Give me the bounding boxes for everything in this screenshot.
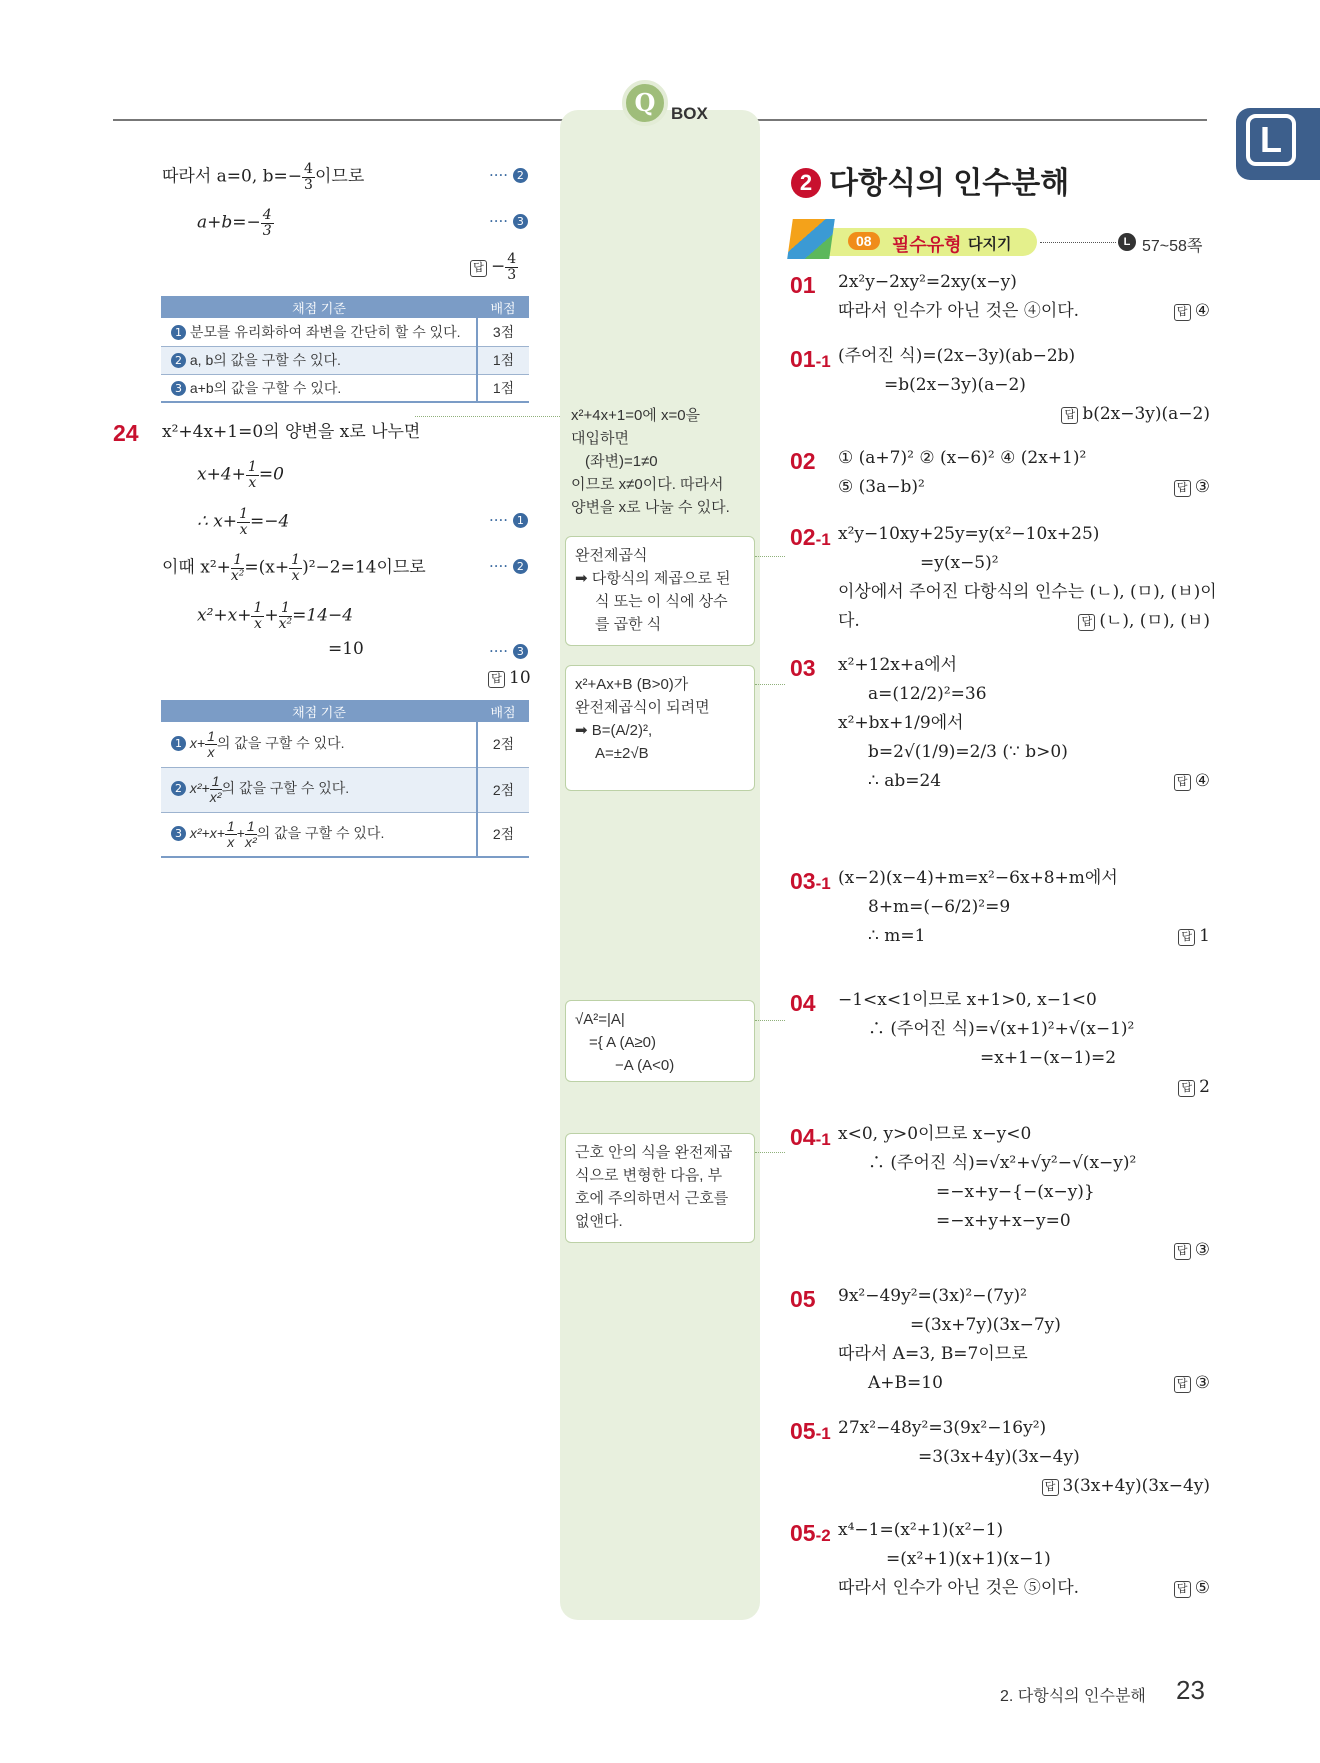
type-subtitle: 다지기	[968, 236, 1012, 253]
answer: 답 ④	[1174, 303, 1210, 321]
fraction: $\frac{1}{x}$	[226, 818, 235, 850]
answer-icon: 답	[1178, 929, 1195, 946]
answer: 답 2	[1178, 1079, 1210, 1097]
note-perfect-square: 완전제곱식 ➡ 다항식의 제곱으로 된 식 또는 이 식에 상수 를 곱한 식	[565, 536, 755, 646]
solution-line: =−x+y+x−y=0	[936, 1211, 1071, 1231]
solution-line: b=2√(1/9)=2/3 (∵ b>0)	[868, 742, 1068, 762]
step-mark-1: ···· 1	[489, 511, 528, 529]
p24-line3: ∴ x+ $\frac{1}{x}$ =−4	[197, 506, 290, 538]
answer: 답 ③	[1174, 1242, 1210, 1260]
note-square-condition: x²+Ax+B (B>0)가 완전제곱식이 되려면 ➡ B=(A/2)², A=±2√B	[565, 665, 755, 791]
fraction: $\frac{4}{3}$	[507, 251, 517, 283]
answer-24: 답 10	[488, 670, 531, 688]
solution-line: 다.	[838, 611, 860, 631]
solution-line: 2x²y−2xy²=2xy(x−y)	[838, 272, 1017, 292]
solution-line: ∴ ab=24	[868, 771, 942, 791]
table-row: 3 x²+x+ $\frac{1}{x}$ + $\frac{1}{\text{x²}}$ 의 값을 구할 수 있다. 2점	[161, 812, 529, 857]
ref-icon: L	[1118, 233, 1136, 251]
note-leader	[755, 556, 785, 557]
solution-line: =(3x+7y)(3x−7y)	[910, 1315, 1061, 1335]
answer-icon: 답	[1174, 1376, 1191, 1393]
q-box-icon: Q	[622, 80, 668, 126]
step-mark-3b: ···· 3	[489, 642, 528, 660]
answer-icon: 답	[1174, 774, 1191, 791]
table-row: 1 x+ $\frac{1}{x}$ 의 값을 구할 수 있다. 2점	[161, 722, 529, 767]
fraction: $\frac{1}{\text{x²}}$	[244, 818, 257, 850]
answer: 답 ③	[1174, 1375, 1210, 1393]
line-a-b-values: 따라서 a=0, b=− $\frac{4}{3}$ 이므로	[162, 161, 365, 193]
solution-line: 따라서 인수가 아닌 것은 ⑤이다.	[838, 1578, 1080, 1598]
note-radical: 근호 안의 식을 완전제곱 식으로 변형한 다음, 부 호에 주의하면서 근호를 없앤다.	[565, 1133, 755, 1243]
problem-number: 04-1	[790, 1124, 831, 1150]
answer-icon: 답	[1078, 614, 1095, 631]
solution-line: =y(x−5)²	[920, 553, 999, 573]
step-mark-2: ···· 2	[489, 166, 528, 184]
solution-line: ∴ (주어진 식)=√(x+1)²+√(x−1)²	[868, 1019, 1135, 1039]
line-a-plus-b: a+b=− $\frac{4}{3}$	[197, 207, 272, 239]
answer: 답 (ㄴ), (ㅁ), (ㅂ)	[1078, 613, 1210, 631]
problem-number: 01	[790, 272, 816, 298]
table-header: 배점	[477, 296, 529, 318]
solution-line: 8+m=(−6/2)²=9	[868, 897, 1011, 917]
solution-line: (x−2)(x−4)+m=x²−6x+8+m에서	[838, 868, 1118, 888]
answer-icon: 답	[1174, 1243, 1191, 1260]
type-title: 필수유형	[892, 235, 962, 255]
problem-number-24: 24	[113, 420, 139, 446]
fraction: $\frac{1}{\text{x²}}$	[209, 773, 222, 805]
answer-icon: 답	[1174, 304, 1191, 321]
table-header: 채점 기준	[161, 700, 477, 722]
fraction: $\frac{4}{3}$	[262, 207, 272, 239]
note-leader	[755, 1152, 785, 1153]
answer-23: 답 − $\frac{4}{3}$	[470, 252, 518, 282]
problem-number: 03-1	[790, 868, 831, 894]
fraction: $\frac{1}{x}$	[207, 728, 215, 760]
fraction: $\frac{1}{\text{x²}}$	[278, 600, 293, 632]
solution-line: x²y−10xy+25y=y(x²−10x+25)	[838, 524, 1100, 544]
problem-number: 05-1	[790, 1418, 831, 1444]
solution-line: 이상에서 주어진 다항식의 인수는 (ㄴ), (ㅁ), (ㅂ)이	[838, 582, 1217, 602]
solution-line: a=(12/2)²=36	[868, 684, 987, 704]
answer-icon: 답	[1174, 1581, 1191, 1598]
side-tab-letter: L	[1246, 114, 1296, 166]
section-heading: 2 다항식의 인수분해	[791, 158, 1069, 202]
note-nonzero: x²+4x+1=0에 x=0을 대입하면 (좌변)=1≠0 이므로 x≠0이다. 따라서 양변을 x로 나눌 수 있다.	[571, 407, 730, 516]
solution-line: ⑤ (3a−b)²	[838, 477, 925, 497]
solution-line: 따라서 A=3, B=7이므로	[838, 1344, 1028, 1364]
solution-line: (주어진 식)=(2x−3y)(ab−2b)	[838, 346, 1076, 366]
solution-line: x⁴−1=(x²+1)(x²−1)	[838, 1520, 1004, 1540]
fraction: $\frac{1}{x}$	[247, 459, 257, 491]
q-box-column	[560, 110, 760, 1620]
p24-line4: 이때 x²+ $\frac{1}{\text{x²}}$ =(x+ $\frac{1}{x}$ )²−2=14이므로	[162, 552, 426, 584]
p24-line6: =10	[328, 639, 364, 659]
solution-line: =−x+y−{−(x−y)}	[936, 1182, 1095, 1202]
problem-number: 01-1	[790, 346, 831, 372]
solution-line: 따라서 인수가 아닌 것은 ④이다.	[838, 301, 1080, 321]
ref-leader	[1040, 242, 1116, 243]
step-mark-3: ···· 3	[489, 212, 528, 230]
table-row: 1 분모를 유리화하여 좌변을 간단히 할 수 있다. 3점	[161, 318, 529, 346]
fraction: $\frac{1}{\text{x²}}$	[230, 552, 245, 584]
p24-line2: x+4+ $\frac{1}{x}$ =0	[197, 459, 284, 491]
answer-icon: 답	[1042, 1479, 1059, 1496]
note-abs-value: √A²=|A| ={ A (A≥0) −A (A<0)	[565, 1000, 755, 1082]
scoring-table-2	[161, 700, 529, 858]
answer-icon: 답	[1174, 480, 1191, 497]
answer: 답 3(3x+4y)(3x−4y)	[1042, 1478, 1210, 1496]
solution-line: x²+12x+a에서	[838, 655, 958, 675]
step-mark-2b: ···· 2	[489, 557, 528, 575]
problem-number: 05-2	[790, 1520, 831, 1546]
solution-line: 27x²−48y²=3(9x²−16y²)	[838, 1418, 1047, 1438]
solution-line: ① (a+7)² ② (x−6)² ④ (2x+1)²	[838, 448, 1087, 468]
answer-icon: 답	[1061, 407, 1078, 424]
solution-line: ∴ m=1	[868, 926, 926, 946]
problem-number: 02-1	[790, 524, 831, 550]
solution-line: =(x²+1)(x+1)(x−1)	[886, 1549, 1051, 1569]
fraction: $\frac{1}{x}$	[253, 600, 263, 632]
answer-icon: 답	[1178, 1080, 1195, 1097]
note-leader	[755, 1020, 785, 1021]
fraction: $\frac{4}{3}$	[304, 161, 313, 193]
table-header: 채점 기준	[161, 296, 477, 318]
page-number: 23	[1176, 1675, 1205, 1705]
solution-line: 9x²−49y²=(3x)²−(7y)²	[838, 1286, 1027, 1306]
note-leader	[415, 416, 560, 417]
solution-line: A+B=10	[868, 1373, 943, 1393]
problem-number: 04	[790, 990, 816, 1016]
p24-line1: x²+4x+1=0의 양변을 x로 나누면	[162, 422, 421, 442]
table-row: 2 x²+ $\frac{1}{\text{x²}}$ 의 값을 구할 수 있다. 2점	[161, 767, 529, 812]
fraction: $\frac{1}{x}$	[291, 552, 301, 584]
answer: 답 ⑤	[1174, 1580, 1210, 1598]
answer: 답 ③	[1174, 479, 1210, 497]
type-number: 08	[848, 232, 880, 250]
footer-chapter: 2. 다항식의 인수분해	[1000, 1688, 1146, 1705]
problem-number: 02	[790, 448, 816, 474]
answer: 답 b(2x−3y)(a−2)	[1061, 406, 1210, 424]
answer: 답 ④	[1174, 773, 1210, 791]
q-box-label: BOX	[671, 104, 708, 123]
cube-icon	[787, 219, 835, 259]
page-reference: 57~58쪽	[1142, 238, 1203, 255]
problem-number: 03	[790, 655, 816, 681]
solution-line: =3(3x+4y)(3x−4y)	[918, 1447, 1080, 1467]
solution-line: ∴ (주어진 식)=√x²+√y²−√(x−y)²	[868, 1153, 1137, 1173]
table-header: 배점	[477, 700, 529, 722]
note-leader	[755, 684, 785, 685]
answer: 답 1	[1178, 928, 1210, 946]
p24-line5: x²+x+ $\frac{1}{x}$ + $\frac{1}{\text{x²}}$ =14−4	[197, 600, 354, 632]
solution-line: x²+bx+1/9에서	[838, 713, 964, 733]
problem-number: 05	[790, 1286, 816, 1312]
solution-line: x<0, y>0이므로 x−y<0	[838, 1124, 1032, 1144]
solution-line: =b(2x−3y)(a−2)	[884, 375, 1026, 395]
scoring-table-1	[161, 296, 529, 403]
fraction: $\frac{1}{x}$	[239, 506, 248, 538]
solution-line: =x+1−(x−1)=2	[980, 1048, 1117, 1068]
table-row: 3 a+b의 값을 구할 수 있다. 1점	[161, 374, 529, 402]
table-row: 2 a, b의 값을 구할 수 있다. 1점	[161, 346, 529, 374]
solution-line: −1<x<1이므로 x+1>0, x−1<0	[838, 990, 1097, 1010]
